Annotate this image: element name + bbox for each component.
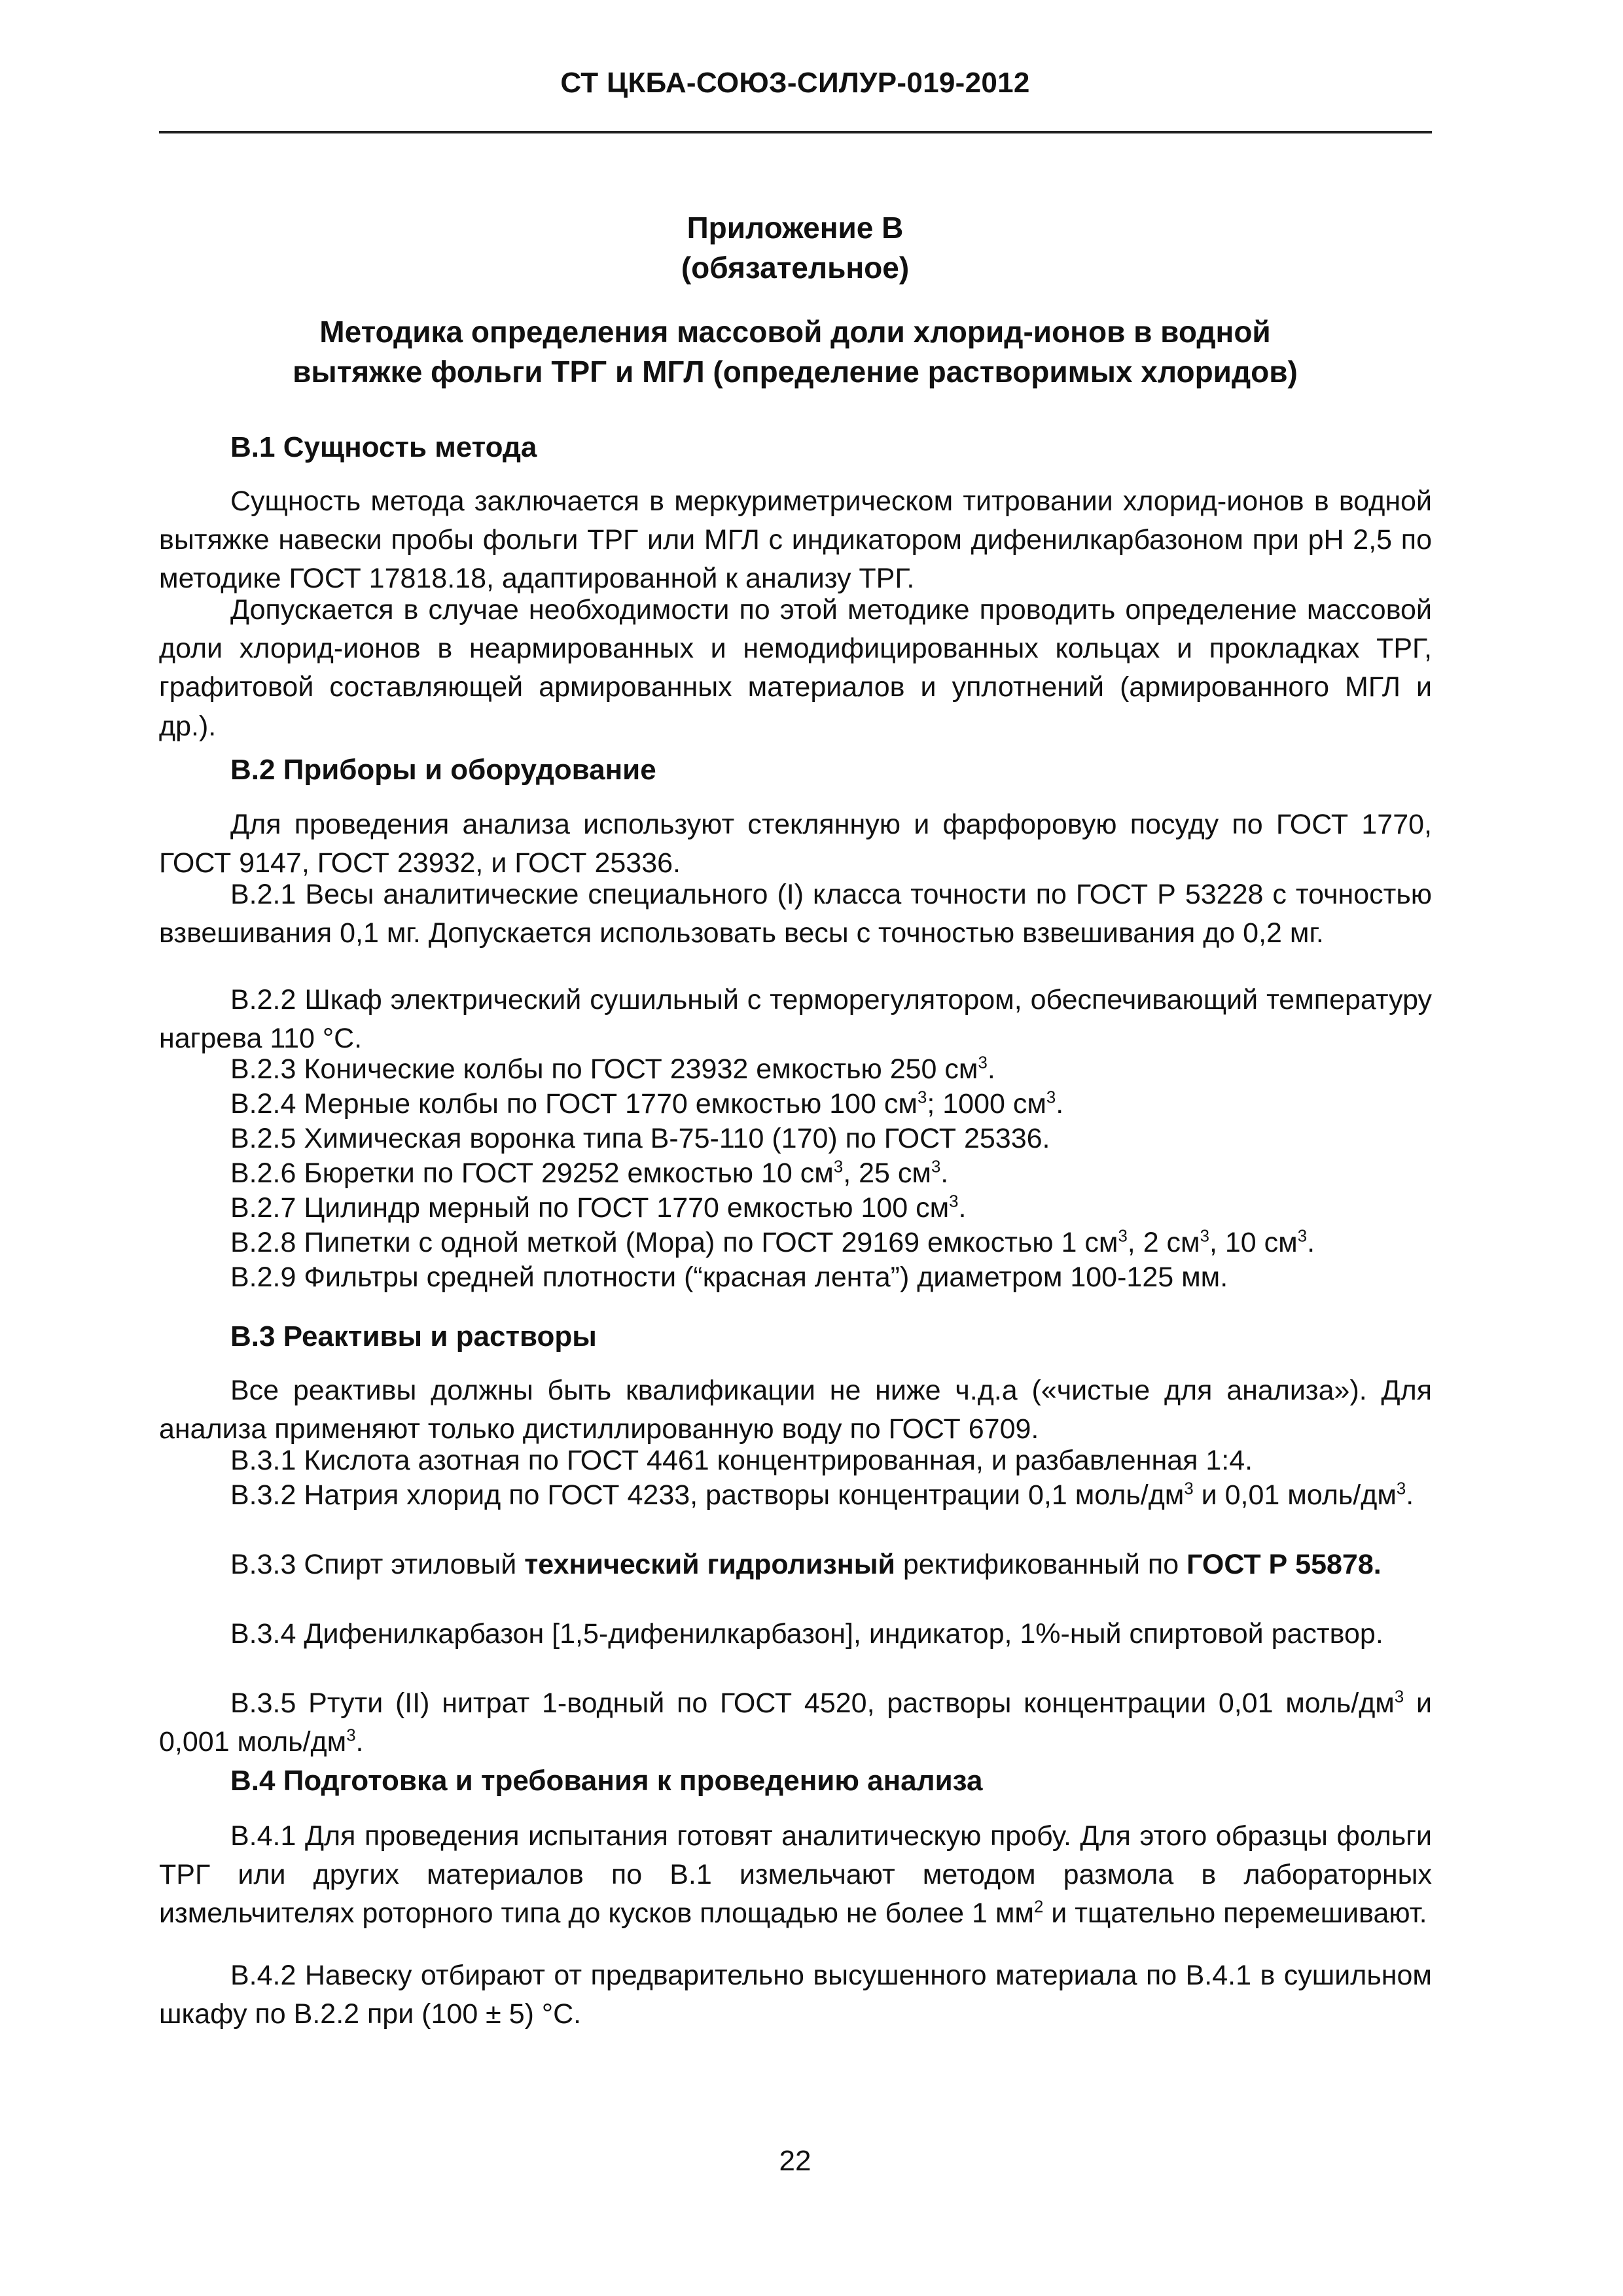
list-item-b3-5: В.3.5 Ртути (II) нитрат 1-водный по ГОСТ 4520, растворы концентрации 0,01 моль/$дм^3$ и 0,001 моль/$дм^3$. bbox=[159, 1687, 1432, 1758]
paragraph-b1-allowance: Допускается в случае необходимости по этой методике проводить определение массовой доли хлорид-ионов в неармированных и немодифицированных кольцах и прокладках ТРГ, графитовой составляющей армированных материалов и уплотнений (армированного МГЛ и др.). bbox=[159, 594, 1432, 742]
list-item-b2-7: В.2.7 Цилиндр мерный по ГОСТ 1770 емкостью 100 $см^3$. bbox=[230, 1192, 967, 1224]
method-title-line2: вытяжке фольги ТРГ и МГЛ (определение растворимых хлоридов) bbox=[293, 355, 1298, 389]
method-title-line1: Методика определения массовой доли хлорид-ионов в водной bbox=[319, 315, 1271, 349]
list-item-b4-1: В.4.1 Для проведения испытания готовят аналитическую пробу. Для этого образцы фольги ТРГ или других материалов по В.1 измельчают методом размола в лабораторных измельчителях роторного типа до кусков площадью не более 1 $мм^2$ и тщательно перемешивают. bbox=[159, 1820, 1432, 1930]
list-item-b2-5: В.2.5 Химическая воронка типа В-75-110 (170) по ГОСТ 25336. bbox=[230, 1123, 1050, 1154]
list-item-b3-4: В.3.4 Дифенилкарбазон [1,5-дифенилкарбазон], индикатор, 1%-ный спиртовой раствор. bbox=[230, 1618, 1383, 1650]
list-item-b2-6: В.2.6 Бюретки по ГОСТ 29252 емкостью 10 $см^3$, 25 $см^3$. bbox=[230, 1157, 949, 1189]
list-item-b2-1: В.2.1 Весы аналитические специального (I) класса точности по ГОСТ Р 53228 с точностью взвешивания 0,1 мг. Допускается использовать весы с точностью взвешивания до 0,2 мг. bbox=[159, 879, 1432, 949]
list-item-b2-9: В.2.9 Фильтры средней плотности (“красная лента”) диаметром 100-125 мм. bbox=[230, 1262, 1228, 1293]
list-item-b3-3: В.3.3 Спирт этиловый технический гидролизный ректификованный по ГОСТ Р 55878. bbox=[230, 1549, 1382, 1580]
section-heading-b2: В.2 Приборы и оборудование bbox=[230, 754, 656, 786]
section-heading-b1: В.1 Сущность метода bbox=[230, 431, 537, 463]
paragraph-b2-intro: Для проведения анализа используют стеклянную и фарфоровую посуду по ГОСТ 1770, ГОСТ 9147, ГОСТ 23932, и ГОСТ 25336. bbox=[159, 809, 1432, 879]
list-item-b2-4: В.2.4 Мерные колбы по ГОСТ 1770 емкостью 100 $см^3$; 1000 $см^3$. bbox=[230, 1088, 1064, 1120]
paragraph-b1-essence: Сущность метода заключается в меркуриметрическом титровании хлорид-ионов в водной вытяжке навески пробы фольги ТРГ или МГЛ с индикатором дифенилкарбазоном при рН 2,5 по методике ГОСТ 17818.18, адаптированной к анализу ТРГ. bbox=[159, 486, 1432, 595]
section-heading-b3: В.3 Реактивы и растворы bbox=[230, 1320, 597, 1352]
list-item-b4-2: В.4.2 Навеску отбирают от предварительно высушенного материала по В.4.1 в сушильном шкафу по В.2.2 при (100 ± 5) °С. bbox=[159, 1960, 1432, 2030]
list-item-b2-2: В.2.2 Шкаф электрический сушильный с терморегулятором, обеспечивающий температуру нагрева 110 °С. bbox=[159, 984, 1432, 1055]
paragraph-b3-intro: Все реактивы должны быть квалификации не ниже ч.д.а («чистые для анализа»). Для анализа применяют только дистиллированную воду по ГОСТ 6709. bbox=[159, 1375, 1432, 1445]
appendix-title: Приложение В bbox=[687, 211, 904, 245]
header-rule bbox=[159, 131, 1432, 133]
list-item-b3-2: В.3.2 Натрия хлорид по ГОСТ 4233, растворы концентрации 0,1 моль/$дм^3$ и 0,01 моль/$дм^3$. bbox=[230, 1479, 1414, 1511]
section-heading-b4: В.4 Подготовка и требования к проведению анализа bbox=[230, 1765, 983, 1797]
page-number: 22 bbox=[779, 2145, 812, 2177]
list-item-b3-1: В.3.1 Кислота азотная по ГОСТ 4461 концентрированная, и разбавленная 1:4. bbox=[230, 1445, 1253, 1476]
document-header: СТ ЦКБА-СОЮЗ-СИЛУР-019-2012 bbox=[560, 67, 1030, 99]
list-item-b2-3: В.2.3 Конические колбы по ГОСТ 23932 емкостью 250 $см^3$. bbox=[230, 1053, 995, 1085]
appendix-status: (обязательное) bbox=[681, 251, 910, 285]
list-item-b2-8: В.2.8 Пипетки с одной меткой (Мора) по ГОСТ 29169 емкостью 1 $см^3$, 2 $см^3$, 10 $см^3$. bbox=[230, 1227, 1315, 1258]
